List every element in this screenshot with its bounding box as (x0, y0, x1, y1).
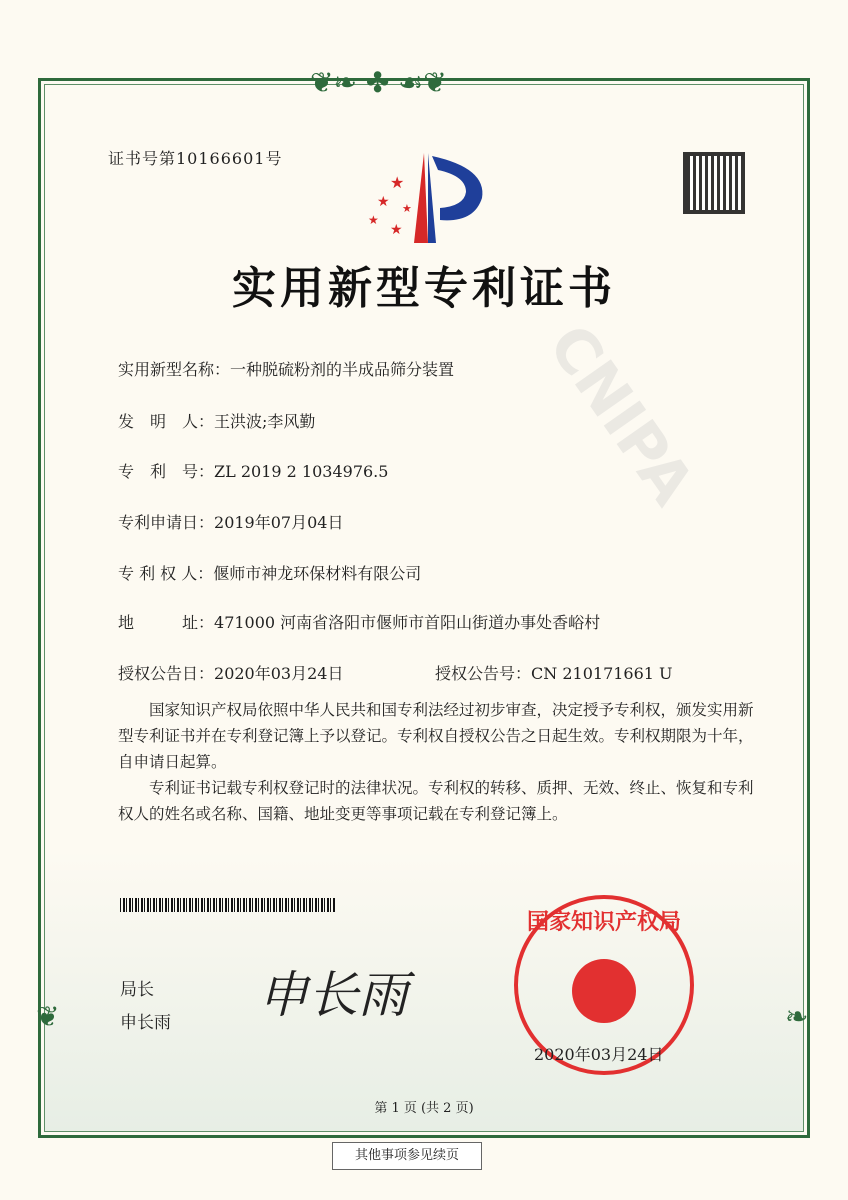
continuation-note: 其他事项参见续页 (332, 1142, 482, 1170)
field-value: 2020年03月24日 (214, 664, 344, 683)
field-value: CN 210171661 U (531, 664, 673, 683)
director-title: 局长 (120, 980, 154, 1000)
field-label: 授权公告日： (118, 664, 215, 683)
field-value: 一种脱硫粉剂的半成品筛分装置 (230, 360, 455, 379)
star-icon: ★ (368, 213, 379, 227)
field-label: 发 明 人： (118, 412, 215, 431)
field-label: 实用新型名称： (118, 360, 231, 379)
field-label: 专 利 权 人： (118, 564, 214, 583)
star-icon: ★ (390, 222, 403, 238)
field-value: 2019年07月04日 (214, 513, 344, 532)
field-grant-number (435, 661, 673, 684)
field-value: ZL 2019 2 1034976.5 (214, 462, 389, 481)
logo-red-spire (414, 153, 428, 243)
field-inventors (118, 409, 315, 432)
field-utility-model-name (118, 357, 454, 380)
field-patentee (118, 561, 421, 584)
star-icon: ★ (402, 202, 412, 215)
corner-ornament-icon: ❦ (36, 1000, 60, 1033)
logo-p-shape (432, 156, 482, 220)
page-title: 实用新型专利证书 (232, 263, 616, 314)
field-label: 地 址： (118, 613, 215, 632)
field-label: 授权公告号： (435, 664, 532, 683)
field-value: 王洪波;李风勤 (214, 412, 316, 431)
field-value: 471000 河南省洛阳市偃师市首阳山街道办事处香峪村 (214, 613, 601, 632)
field-label: 专利申请日： (118, 513, 215, 532)
field-label: 专 利 号： (118, 462, 215, 481)
seal-text: 国家知识产权局 (526, 909, 681, 935)
qr-code (683, 152, 745, 214)
corner-ornament-icon: ❧ (785, 1000, 809, 1033)
seal-date: 2020年03月24日 (534, 1045, 664, 1064)
barcode (120, 898, 335, 912)
cnipa-logo (362, 148, 492, 248)
top-ornament-icon: ❦❧ ✤ ☙❦ (310, 66, 447, 99)
watermark: CNIPA (534, 312, 708, 518)
field-address (118, 610, 600, 633)
logo-blue-spire (428, 153, 436, 243)
director-name: 申长雨 (120, 1013, 171, 1033)
field-value: 偃师市神龙环保材料有限公司 (213, 564, 422, 583)
paragraph-grant: 国家知识产权局依照中华人民共和国专利法经过初步审查，决定授予专利权，颁发实用新型专利证书并在专利登记簿上予以登记。专利权自授权公告之日起生效。专利权期限为十年，自申请日起算。 (118, 701, 754, 771)
director-signature: 申长雨 (258, 966, 408, 1024)
certificate-number: 证书号第10166601号 (108, 149, 283, 168)
star-icon: ★ (390, 173, 405, 192)
paragraph-legal-status: 专利证书记载专利权登记时的法律状况。专利权的转移、质押、无效、终止、恢复和专利权人的姓名或名称、国籍、地址变更等事项记载在专利登记簿上。 (118, 779, 754, 823)
field-patent-number (118, 459, 388, 482)
national-emblem-icon (572, 959, 636, 1023)
field-application-date (118, 510, 343, 533)
field-grant-date (118, 661, 343, 684)
page-indicator: 第 1 页 (共 2 页) (374, 1101, 474, 1116)
star-icon: ★ (377, 194, 390, 210)
